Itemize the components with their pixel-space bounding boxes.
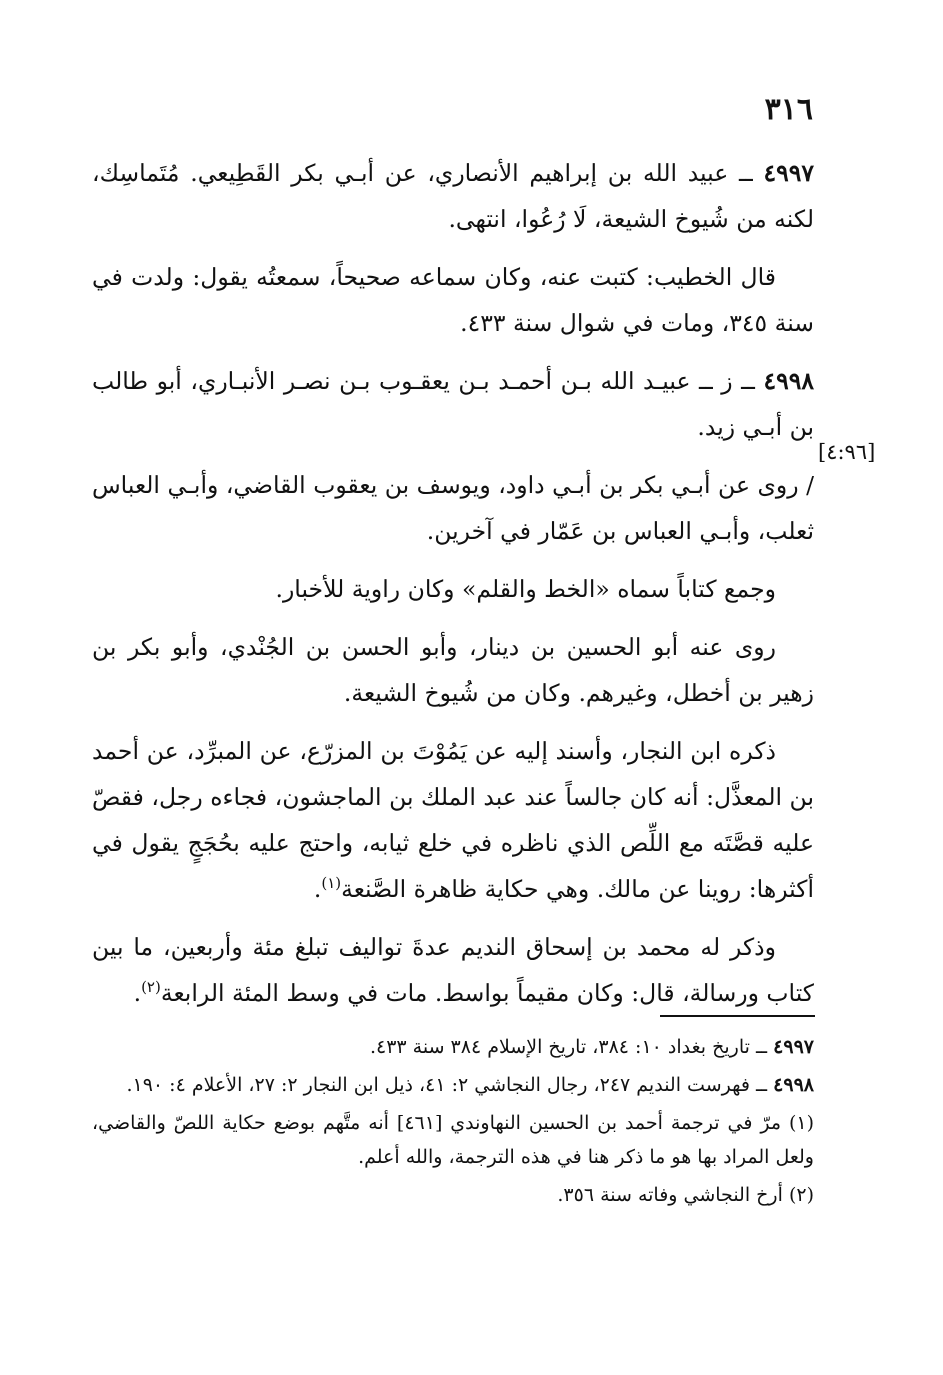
footnote <box>92 1178 814 1212</box>
footnote-divider <box>660 1015 815 1017</box>
entry-text: عبيد الله بن إبراهيم الأنصاري، عن أبـي بكر القَطِيعي. مُتَماسِك، لكنه من شُيوخ الشيعة، لَا رُعُوا، انتهى. <box>92 159 814 233</box>
main-text <box>92 150 814 1028</box>
entry-number: ٤٩٩٧ <box>763 159 814 187</box>
entry-4998-nadim <box>92 924 814 1016</box>
source-text: فهرست النديم ٢٤٧، رجال النجاشي ٢: ٤١، ذيل ابن النجار ٢: ٢٧، الأعلام ٤: ١٩٠. <box>126 1074 750 1096</box>
source-line <box>92 1030 814 1064</box>
side-reference: [٤:٩٦] <box>818 440 876 464</box>
paragraph-text: وذكر له محمد بن إسحاق النديم عدةَ تواليف تبلغ مئة وأربعين، ما بين كتاب ورسالة، قال: وكان مقيماً بواسط. مات في وسط المئة الرابعة <box>92 933 814 1007</box>
entry-number: ٤٩٩٨ <box>763 367 814 395</box>
notes-section <box>92 1030 814 1216</box>
entry-4998-narrated-by: روى عنه أبو الحسين بن دينار، وأبو الحسن بن الجُنْدي، وأبو بكر بن زهير بن أخطل، وغيرهم. وكان من شُيوخ الشيعة. <box>92 633 814 707</box>
paragraph-end: . <box>133 979 142 1007</box>
footnote-text: مرّ في ترجمة أحمد بن الحسين النهاوندي [٤٦١] أنه متَّهم بوضع حكاية اللصّ والقاضي، ولعل المراد بها هو ما ذكر هنا في هذه الترجمة، والله أعلم. <box>92 1112 814 1168</box>
footnote-marker: (٢) <box>141 978 161 997</box>
footnote-mark: (٢) <box>788 1184 814 1206</box>
entry-4997-heading <box>92 150 814 242</box>
entry-4998-heading <box>92 358 814 450</box>
entry-text: ز ــ عبيـد الله بـن أحمـد بـن يعقـوب بـن نصـر الأنبـاري، أبو طالب بن أبـي زيد. <box>92 367 814 441</box>
paragraph-end: . <box>313 875 322 903</box>
footnote-marker: (١) <box>321 874 342 893</box>
footnote-text: أرخ النجاشي وفاته سنة ٣٥٦. <box>557 1184 783 1206</box>
entry-4997-paragraph: قال الخطيب: كتبت عنه، وكان سماعه صحيحاً، سمعتُه يقول: ولدت في سنة ٣٤٥، ومات في شوال سنة ٤٣٣. <box>92 263 814 337</box>
source-line <box>92 1068 814 1102</box>
paragraph-text: روى عن أبـي بكر بن أبـي داود، ويوسف بن يعقوب القاضي، وأبـي العباس ثعلب، وأبـي العباس بن عَمّار في آخرين. <box>92 471 814 545</box>
source-text: تاريخ بغداد ١٠: ٣٨٤، تاريخ الإسلام ٣٨٤ سنة ٤٣٣. <box>369 1036 750 1058</box>
footnote <box>92 1106 814 1174</box>
entry-4998-book: وجمع كتاباً سماه «الخط والقلم» وكان راوية للأخبار. <box>275 575 776 603</box>
page-number: ٣١٦ <box>764 92 813 127</box>
entry-4998-narrated-from <box>92 462 814 554</box>
source-dash: ــ <box>755 1036 768 1058</box>
footnote-mark: (١) <box>788 1112 815 1134</box>
source-dash: ــ <box>755 1074 768 1096</box>
entry-4998-mentioned <box>92 728 814 912</box>
entry-dash: ــ <box>738 159 753 187</box>
paragraph-text: ذكره ابن النجار، وأسند إليه عن يَمُوْتَ بن المزرّع، عن المبرِّد، عن أحمد بن المعذَّل: أنه كان جالساً عند عبد الملك بن الماجشون، فجاءه رجل، فقصّ عليه قصَّتَه مع اللِّص الذي ناظره في خلع ثيابه، واحتج عليه بحُجَجٍ يقول في أكثرها: روينا عن مالك. وهي حكاية ظاهرة الصَّنعة <box>92 737 814 903</box>
entry-dash: ــ <box>741 367 755 395</box>
source-number: ٤٩٩٨ <box>773 1074 814 1096</box>
folio-marker: / <box>806 471 814 499</box>
source-number: ٤٩٩٧ <box>773 1036 814 1058</box>
